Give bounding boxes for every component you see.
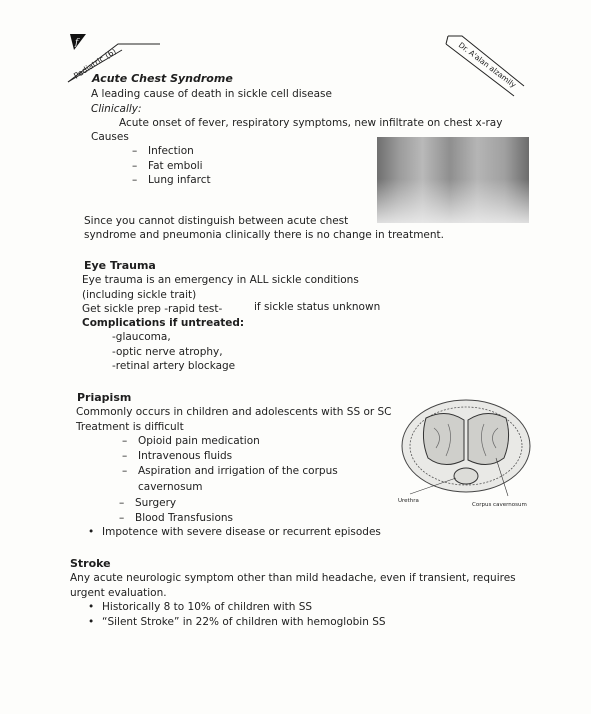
clinically-label: Clinically: — [91, 103, 142, 115]
acute-chest-line1: A leading cause of death in sickle cell disease — [91, 88, 332, 100]
treatment-item: – Intravenous fluids — [138, 449, 232, 463]
priapism-title: Priapism — [77, 391, 132, 404]
chest-xray-image — [377, 137, 529, 223]
eye-trauma-line3a: Get sickle prep -rapid test- — [82, 303, 223, 315]
complication-item: -retinal artery blockage — [112, 360, 236, 372]
treatment-item: – Blood Transfusions — [135, 511, 233, 525]
complication-item: -glaucoma, — [112, 331, 171, 343]
stroke-title: Stroke — [70, 557, 111, 570]
cause-item: – Lung infarct — [148, 173, 211, 187]
treatment-item: – Surgery — [135, 496, 176, 510]
stroke-bullet: • “Silent Stroke” in 22% of children with hemoglobin SS — [102, 615, 386, 629]
treatment-item: – Aspiration and irrigation of the corpus — [138, 464, 338, 478]
figure-label-corpus: Corpus cavernosum — [472, 502, 527, 508]
eye-trauma-line3b: if sickle status unknown — [254, 301, 381, 313]
priapism-line1: Commonly occurs in children and adolescents with SS or SC — [76, 406, 392, 418]
priapism-bullet: • Impotence with severe disease or recurrent episodes — [102, 525, 381, 539]
right-tag-label: Dr. A'alan alzamily — [456, 40, 518, 90]
cause-item: – Fat emboli — [148, 159, 203, 173]
stroke-bullet: • Historically 8 to 10% of children with SS — [102, 600, 312, 614]
left-tag-label: Pediatric (6) — [72, 46, 118, 81]
complication-item: -optic nerve atrophy, — [112, 346, 223, 358]
clinically-text: Acute onset of fever, respiratory symptoms, new infiltrate on chest x-ray — [119, 117, 503, 129]
acute-chest-note-2: syndrome and pneumonia clinically there is no change in treatment. — [84, 229, 444, 241]
stroke-line1: Any acute neurologic symptom other than mild headache, even if transient, requires — [70, 572, 516, 584]
eye-trauma-title: Eye Trauma — [84, 259, 156, 272]
priapism-line2: Treatment is difficult — [76, 421, 184, 433]
cause-item: – Infection — [148, 144, 194, 158]
figure-label-urethra: Urethra — [398, 498, 419, 504]
causes-label: Causes — [91, 131, 129, 143]
eye-trauma-line2: (including sickle trait) — [82, 289, 197, 301]
left-tag-marker: f — [75, 38, 79, 48]
acute-chest-title: Acute Chest Syndrome — [92, 72, 233, 85]
treatment-item-cont: cavernosum — [138, 481, 203, 493]
right-header-tag — [444, 30, 526, 100]
treatment-item: – Opioid pain medication — [138, 434, 260, 448]
complications-label: Complications if untreated: — [82, 317, 245, 329]
corpus-cavernosum-diagram — [396, 398, 534, 510]
acute-chest-note-1: Since you cannot distinguish between acute chest — [84, 215, 349, 227]
eye-trauma-line1: Eye trauma is an emergency in ALL sickle conditions — [82, 274, 359, 286]
stroke-line2: urgent evaluation. — [70, 587, 167, 599]
